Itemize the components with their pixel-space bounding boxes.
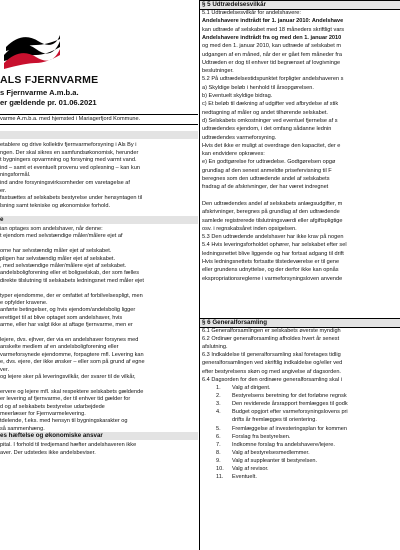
agenda-number: 3.: [216, 401, 221, 408]
divider: [0, 114, 198, 115]
agenda-item: Budget opgjort efter varmeforsyningslovens pri: [232, 409, 348, 416]
text-line: meerlæser for Fjernvarmelevering.: [0, 411, 86, 417]
agenda-item: Eventuelt.: [232, 474, 257, 481]
text-line: 6.4 Dagsorden for den ordinære generalforsamling skal i: [202, 376, 342, 383]
text-line: er.: [0, 187, 7, 194]
text-line: udtrædendes ejendom, i det omfang sådanne lednin: [202, 126, 332, 133]
text-line: 6.2 Ordinær generalforsamling afholdes hvert år senest: [202, 336, 340, 343]
text-line: 5.1 Udtrædelsesvilkår for andelshavere:: [202, 10, 301, 16]
text-line: afslutning.: [202, 344, 228, 351]
text-line: Udtræden er dog til enhver tid begrænset af lovgivninge: [202, 59, 341, 66]
divider: [0, 124, 198, 125]
text-line: a) Skyldige beløb i henhold til årsopgørelsen.: [202, 84, 314, 91]
text-line: ver.: [0, 366, 10, 373]
agenda-item: drifts år fremlægges til orientering.: [232, 417, 317, 424]
als-fjernvarme-logo-icon: [2, 33, 62, 69]
text-line: pligen har selvstændig måler ejet af selskabet.: [0, 255, 116, 262]
agenda-number: 11.: [216, 474, 224, 481]
text-line: varmeforsynede ejendomme, forpagtere mfl. Levering kan: [0, 351, 144, 358]
section-6-heading: § 6 Generalforsamling: [200, 318, 400, 328]
text-line: er levering af fjernvarme, der til enhver tid gælder for: [0, 396, 131, 403]
text-line: erettiget til at blive optaget som andelshaver, hvis: [0, 314, 123, 321]
text-line: Andelshavere indtrådt før 1. januar 2010: Andelshave: [202, 18, 344, 25]
text-line: ind andre forsyningsvirksomheder om varetagelse af: [0, 180, 130, 186]
text-line: osv. i regnskabsåret inden opsigelsen.: [202, 225, 297, 232]
agenda-item: Valg af revisor.: [232, 466, 269, 472]
text-line: anskelte medlem af en andelsboligforening eller: [0, 344, 119, 351]
text-line: grundlag af den senest anmeldte prisefervisning til F: [202, 167, 332, 174]
agenda-item: Valg af dirigent.: [232, 385, 271, 391]
text-line: etablere og drive kollektiv fjernvarmeforsyning i Als By i: [0, 142, 137, 148]
text-line: 5.3 Den udtrædende andelshaver har ikke krav på nogen: [202, 234, 344, 241]
text-line: e, dvs. ejere, der ikke ønsker – eller som på grund af egne: [0, 359, 145, 366]
text-line: kan udtræde af selskabet med 18 måneders skriftligt vars: [202, 26, 345, 33]
text-line: ervere og lejere mfl. skal respektere selskabets gældende: [0, 388, 144, 395]
intro-text: varme A.m.b.a. med hjemsted i Mariagerfjord Kommune.: [0, 116, 141, 122]
text-line: beslutninger.: [202, 68, 234, 75]
text-line: d) Selskabets omkostninger ved eventuel fjernelse af s: [202, 117, 338, 124]
text-line: lejere, dvs. ejhver, der via en andelshaver forsynes med: [0, 337, 139, 343]
text-line: arme, eller har valgt ikke at aftage fjernvarme, men er: [0, 322, 133, 329]
text-line: samlede registrerede tilslutningsværdi eller afgiftspligtige: [202, 217, 343, 224]
text-line: generalforsamlingen ved skriftlig indkaldelse og/eller ved: [202, 360, 343, 367]
text-line: orne har selvstændig måler ejet af selskabet.: [0, 248, 112, 255]
document-title: s Fjernvarme A.m.b.a.: [0, 88, 79, 97]
text-line: , med selvstændige måler/målere ejet af selskabet.: [0, 263, 127, 269]
agenda-item: Forslag fra bestyrelsen.: [232, 433, 291, 440]
text-line: 5.4 Hvis leveringsforholdet ophører, har selskabet efter sel: [202, 242, 347, 249]
text-line: eller grundens udnyttelse, og der derfor ikke kan opnås: [202, 267, 339, 274]
text-line: b) Eventuelt skyldige bidrag.: [202, 93, 273, 99]
text-line: pital. I forhold til tredjemand hæfter andelshaveren ikke: [0, 442, 137, 448]
text-line: fastsættes af selskabets bestyrelse under hensyntagen til: [0, 195, 143, 202]
right-column: [200, 0, 400, 550]
text-line: t ejendom med selvstændige måler/målere ejet af: [0, 233, 123, 240]
agenda-item: Fremlæggelse af investeringsplan for kommen: [232, 425, 348, 432]
text-line: aver. Der udstedes ikke andelsbeviser.: [0, 449, 96, 456]
text-line: Den udtrædendes andel af selskabets anlægsudgifter, m: [202, 200, 343, 207]
left-column: [0, 0, 198, 550]
text-line: ledningsnettet blive liggende og har fortsat adgang til drift: [202, 250, 344, 257]
text-line: 6.3 Indkaldelse til generalforsamling skal foretages tidlig: [202, 352, 341, 359]
agenda-number: 5.: [216, 425, 221, 432]
agenda-number: 2.: [216, 393, 221, 400]
section-5-heading: § 5 Udtrædelsesvilkår: [200, 0, 400, 10]
agenda-number: 4.: [216, 409, 221, 416]
text-line: tdelende, f.eks. med hensyn til bygningskarakter og: [0, 418, 128, 425]
text-line: kan endvidere opkræves:: [202, 151, 265, 158]
text-line: direkte tilslutning til selskabets ledningsnet med måler ejet: [0, 277, 144, 284]
agenda-number: 10.: [216, 466, 224, 472]
text-line: Andelshavere indtrådt fra og med den 1. januar 2010: [202, 34, 342, 41]
text-line: ningsformål.: [0, 172, 31, 179]
agenda-item: Valg af bestyrelsesmedlemmer.: [232, 449, 310, 456]
agenda-item: Den reviderede årsrapport fremlægges til godk: [232, 401, 348, 408]
text-line: 5.2 På udtrædelsestidspunktet forpligter andelshaveren s: [202, 76, 344, 83]
brand-name: ALS FJERNVARME: [0, 74, 99, 86]
text-line: beregnes som den udtrædende andel af selskabets: [202, 176, 330, 182]
section-heading: [0, 131, 198, 139]
text-line: efter bestyrelsens skøn og med angivelse af dagsorden.: [202, 368, 341, 375]
text-line: nedtagning af måler og andet tilhørende selskabet.: [202, 109, 328, 116]
text-line: afskrivninger, beregnes på grundlag af den udtrædende: [202, 209, 340, 216]
agenda-number: 8.: [216, 449, 221, 456]
text-line: så sammenhæng.: [0, 425, 45, 432]
text-line: udtrædendes varmeforsyning.: [202, 134, 277, 141]
text-line: c) Et beløb til dækning af udgifter ved afbrydelse af stik: [202, 101, 339, 108]
text-line: og med den 1. januar 2010, kan udtræde af selskabet m: [202, 43, 341, 50]
document-subtitle: er gældende pr. 01.06.2021: [0, 98, 97, 107]
text-line: og lejere sker på leveringsvilkår, der svarer til de vilkår,: [0, 374, 136, 380]
section-heading: es hæftelse og økonomiske ansvar: [0, 432, 198, 440]
text-line: e) En godtgørelse for udtrædelse. Godtgørelsen opgø: [202, 159, 336, 166]
agenda-number: 9.: [216, 457, 221, 464]
text-line: ian optages som andelshaver, når denne:: [0, 226, 103, 232]
text-line: lsning samt tekniske og økonomiske forhold.: [0, 202, 111, 209]
text-line: t bygningers opvarmning og forsyning med varmt vand.: [0, 157, 137, 164]
text-line: 6.1 Generalforsamlingen er selskabets øverste myndigh: [202, 328, 341, 334]
text-line: Hvis det ikke er muligt at overdrage den kapacitet, der e: [202, 142, 341, 149]
agenda-item: Bestyrelsens beretning for det forløbne regnsk: [232, 393, 347, 400]
text-line: d og af selskabets bestyrelse udarbejdede: [0, 403, 105, 410]
text-line: ind – samt et eventuelt provenu ved oplesning – kan kun: [0, 164, 140, 171]
text-line: ngen. Der skal sikres en samfundsøkonomisk, herunder: [0, 149, 139, 156]
agenda-item: Valg af suppleanter til bestyrelsen.: [232, 457, 318, 464]
agenda-number: 6.: [216, 433, 221, 440]
agenda-number: 7.: [216, 441, 221, 448]
text-line: typer ejendomme, der er omfattet af forbilvelsespligt, men: [0, 292, 143, 299]
text-line: fradrag af de afskrivninger, der har været indregnet: [202, 184, 329, 191]
text-line: e opfylder kravene.: [0, 300, 48, 306]
text-line: Hvis ledningsnettets fortsatte tilstedeværelse er til gene: [202, 259, 340, 265]
agenda-item: Indkomne forslag fra andelshavere/lejere.: [232, 441, 335, 448]
text-line: udgangen af en måned, når der er gået fem måneder fra: [202, 51, 342, 58]
section-heading: e: [0, 216, 198, 224]
text-line: andelsboligforening eller et boligselskab, der som fælles: [0, 270, 139, 277]
text-line: anførte betingelser, og hvis ejendom/andelsbolig ligger: [0, 307, 136, 314]
agenda-number: 1.: [216, 385, 221, 391]
text-line: ekspropriationsreglerne i varmeforsyningsloven anvende: [202, 275, 343, 282]
